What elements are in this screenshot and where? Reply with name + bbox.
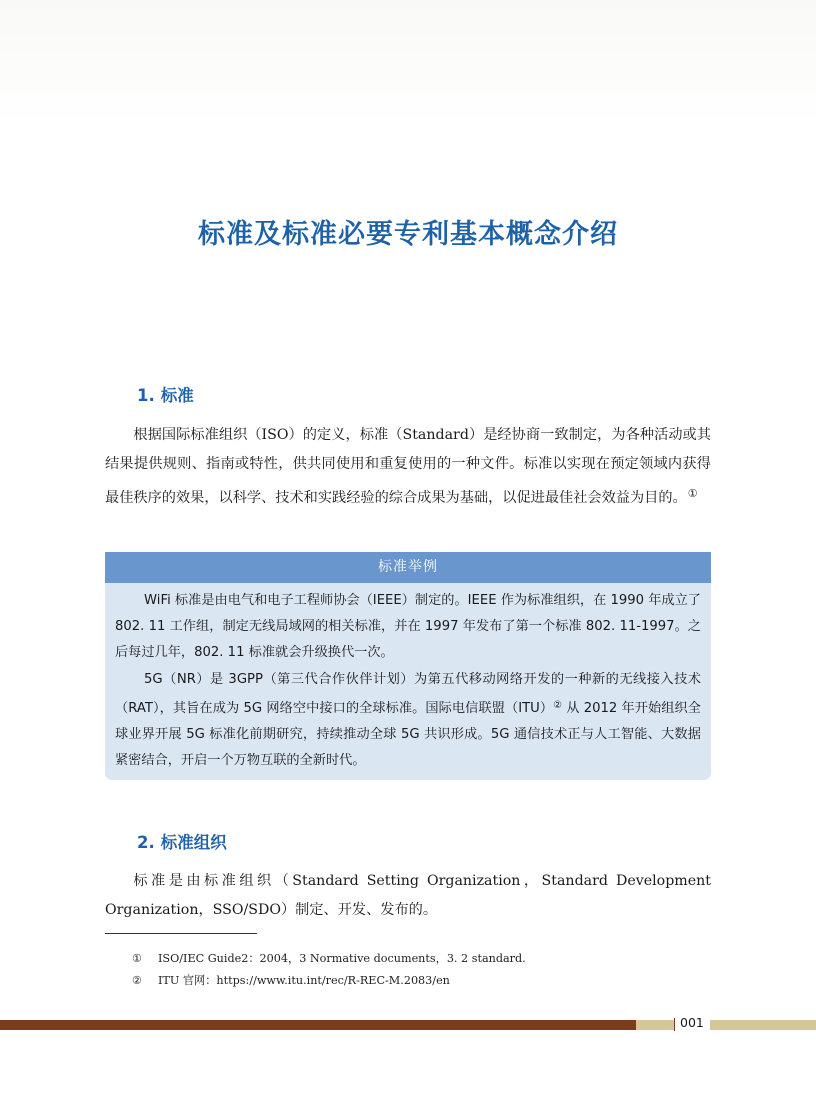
section-title: 标准组织 xyxy=(160,833,227,852)
standard-definition-paragraph xyxy=(105,421,711,513)
footnote-ref-2[interactable]: ② xyxy=(553,699,563,711)
example-5g-text-a: 5G（NR）是 3GPP（第三代合作伙伴计划）为第五代移动网络开发的一种新的无线接入技术（RAT），其旨在成为 5G 网络空中接口的全球标准。国际电信联盟（ITU） xyxy=(115,671,701,716)
footnote-text[interactable]: ITU 官网：https://www.itu.int/rec/R-REC-M.2083/en xyxy=(158,974,450,987)
section-heading-standard-org xyxy=(137,829,227,853)
example-wifi-paragraph: WiFi 标准是由电气和电子工程师协会（IEEE）制定的。IEEE 作为标准组织，在 1990 年成立了 802. 11 工作组，制定无线局域网的相关标准，并在 1997 年发布了第一个标准 802. 11-1997。之后每过几年，802. 11 标准就会升级换代一次。 xyxy=(115,593,701,661)
footnote-mark: ① xyxy=(132,952,143,965)
footnote-2 xyxy=(132,972,450,988)
example-box-body xyxy=(105,583,711,774)
section-heading-standard xyxy=(137,382,194,406)
page-header-band xyxy=(0,0,816,125)
footer-bar-tan-left xyxy=(636,1020,674,1030)
footnote-divider xyxy=(105,933,257,934)
footnote-ref-1[interactable]: ① xyxy=(687,487,698,500)
footnote-1 xyxy=(132,950,526,966)
example-box-header: 标准举例 xyxy=(105,552,711,583)
paragraph-text: 根据国际标准组织（ISO）的定义，标准（Standard）是经协商一致制定，为各种活动或其结果提供规则、指南或特性，供共同使用和重复使用的一种文件。标准以实现在预定领域内获得最佳秩序的效果，以科学、技术和实践经验的综合成果为基础，以促进最佳社会效益为目的。 xyxy=(105,427,711,506)
footer-bar-tan-right xyxy=(710,1020,816,1030)
footer-bar-brown xyxy=(0,1020,636,1030)
example-5g-paragraph xyxy=(115,667,701,775)
section-number: 1. xyxy=(137,386,155,405)
page-title: 标准及标准必要专利基本概念介绍 xyxy=(198,219,618,250)
example-5g-text-b: 从 2012 年开始组织全球业界开展 5G 标准化前期研究，持续推动全球 5G 共识形成。5G 通信技术正与人工智能、大数据紧密结合，开启一个万物互联的全新时代。 xyxy=(115,700,701,769)
footnote-text: ISO/IEC Guide2：2004，3 Normative documents，3. 2 standard. xyxy=(158,952,526,965)
standard-example-box xyxy=(105,552,711,780)
page-number: 001 xyxy=(680,1015,704,1030)
footnote-mark: ② xyxy=(132,974,143,987)
standard-org-paragraph: 标准是由标准组织（Standard Setting Organization，Standard Development Organization，SSO/SDO）制定、开发、发布的。 xyxy=(105,873,711,918)
page-number-separator xyxy=(674,1018,675,1031)
section-title: 标准 xyxy=(160,386,194,405)
section-number: 2. xyxy=(137,833,155,852)
